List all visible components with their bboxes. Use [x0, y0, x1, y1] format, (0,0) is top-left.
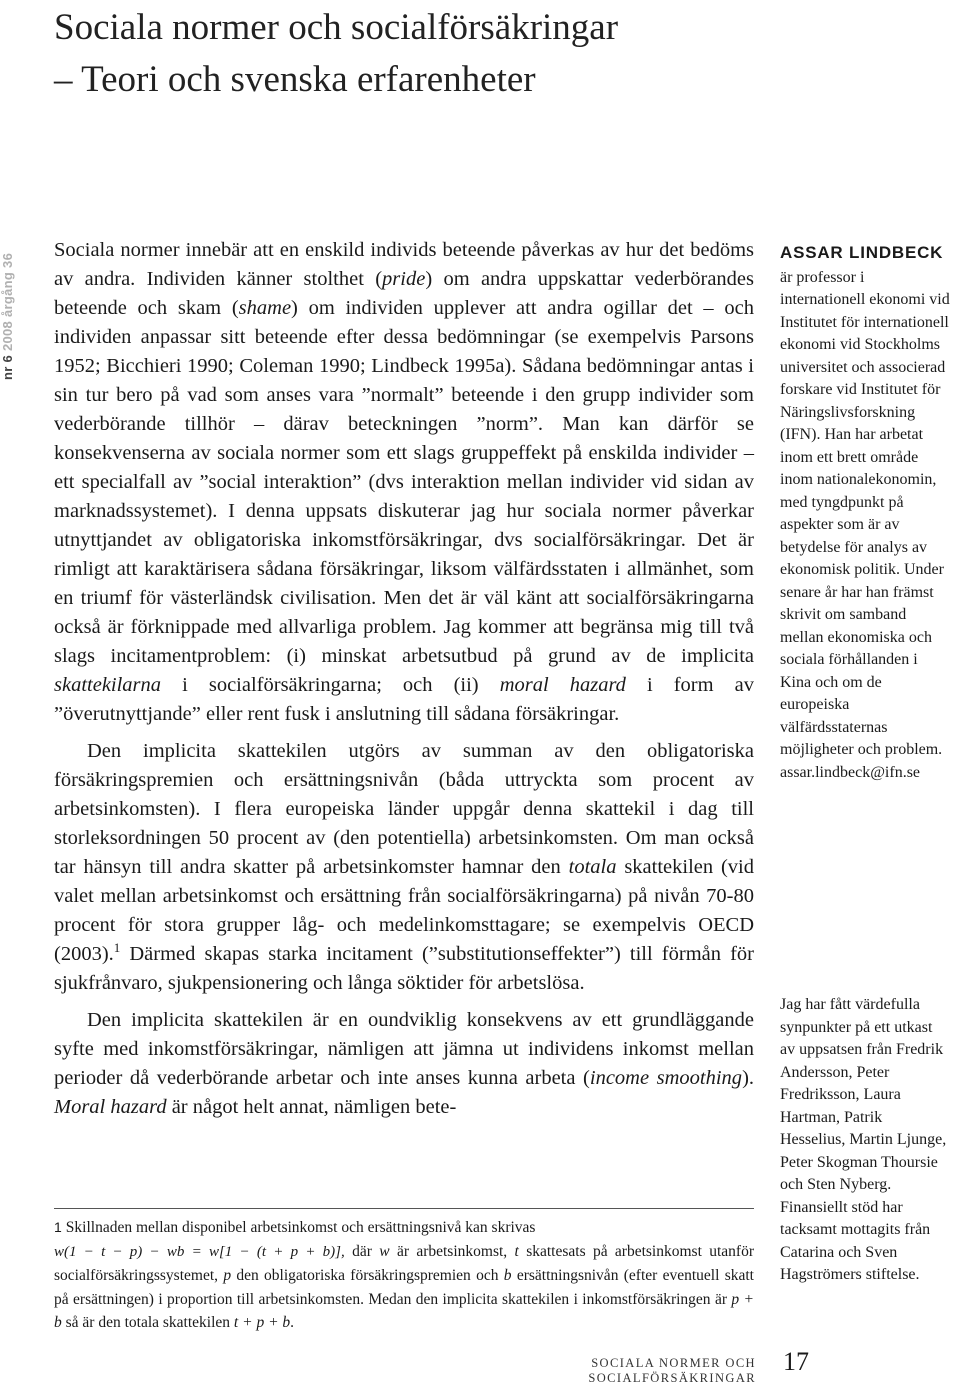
running-head: SOCIALA NORMER OCH SOCIALFÖRSÄKRINGAR	[588, 1356, 756, 1385]
text-span: är arbetsinkomst,	[389, 1242, 515, 1260]
paragraph-2	[54, 737, 754, 998]
title-line-1: Sociala normer och socialförsäkringar	[54, 7, 619, 48]
footnote-reference[interactable]: 1	[113, 940, 121, 956]
text-span: den obligatoriska försäkringspremien och	[231, 1267, 504, 1284]
text-span: skattesats på arbetsinkomst utanför socialförsäkringssystemet,	[54, 1242, 754, 1284]
text-span: Skillnaden mellan disponibel arbetsinkomst och ersättningsnivå kan skrivas	[65, 1219, 536, 1236]
body-text	[54, 236, 754, 1122]
italic-term: pride	[382, 268, 426, 290]
paragraph-1	[54, 236, 754, 729]
math-variable: p	[223, 1267, 232, 1284]
footnote-divider	[54, 1208, 754, 1209]
article-title	[54, 2, 934, 106]
title-line-2: – Teori och svenska erfarenheter	[54, 59, 536, 100]
math-variable: w	[379, 1242, 390, 1260]
footnote-formula: w(1 − t − p) − wb = w[1 − (t + p + b)],	[54, 1243, 345, 1260]
text-span: Därmed skapas starka incitament (”substitutionseffekter”) till förmån för sjukfrånvaro, sjukpensionering och långa söktider för arbetslösa.	[54, 943, 754, 994]
text-span: Den implicita skattekilen är en oundviklig konsekvens av ett grundläggande syfte med inkomstförsäkringar, nämligen att jämna ut individens inkomst mellan perioder då vederbörande arbetar och inte anses kunna arbeta (	[54, 1009, 754, 1089]
text-span: är något helt annat, nämligen bete-	[166, 1096, 457, 1118]
acknowledgement	[780, 994, 950, 1287]
text-span: ) om andra uppskattar vederbörandes beteende och skam (	[54, 268, 755, 319]
text-span: .	[290, 1314, 295, 1331]
math-expression: p + b	[54, 1290, 754, 1331]
math-expression: t + p + b	[233, 1314, 291, 1331]
text-span: ersättningsnivån (efter eventuell skatt på ersättningen) i proportion till arbetsinkomsten. Medan den implicita skattekilen i inkomstförsäkringen är	[54, 1267, 754, 1308]
text-span: där	[344, 1242, 380, 1260]
text-span: skattekilen (vid valet mellan arbetsinkomst och ersättning från socialförsäkringarna) på nivån 70-80 procent för stora grupper låg- och medelinkomsttagare; se exempelvis OECD (2003).	[54, 856, 754, 965]
italic-term: shame	[238, 297, 292, 319]
text-span: ) om individen upplever att andra ogillar det – och individen anpassar sitt beteende efter dessa bedömningar (se exempelvis Parsons 1952; Bicchieri 1990; Coleman 1990; Lindbeck 1995a). Sådana bedömningar antas i sin tur bero på vad som anses vara ”normalt” beteende i den grupp individer som vederbörande tillhör – därav beteckningen ”norm”. Man kan därför se konsekvenserna av sociala normer som ett slags gruppeffekt på enskilda individer – ett specialfall av ”social interaktion” (dvs interaktion mellan individer vid sidan av marknadssystemet). I denna uppsats diskuterar jag hur sociala normer påverkar utnyttjandet av obligatoriska inkomstförsäkringar, dvs socialförsäkringar. Det är rimligt att karaktärisera sådana försäkringar, liksom välfärdsstaten i allmänhet, som en triumf för västerländsk civilisation. Men det är väl känt att socialförsäkringarna också är förknippade med allvarliga problem. Jag kommer att begränsa mig till två slags incitamentproblem: (i) minskat arbetsutbud på grund av de implicita	[54, 297, 754, 667]
math-variable: t	[514, 1242, 519, 1260]
math-variable: b	[503, 1267, 512, 1284]
acknowledgement-text: Jag har fått värdefulla synpunkter på ett utkast av uppsatsen från Fredrik Andersson, Peter Fredriksson, Laura Hartman, Patrik Hesselius, Martin Ljunge, Peter Skogman Thoursie och Sten Nyberg. Finansiellt stöd har tacksamt mottagits från Catarina och Sven Hagströmers stiftelse.	[780, 996, 947, 1283]
text-span: i form av ”överutnyttjande” eller rent fusk i anslutning till sådana försäkringar.	[54, 674, 754, 725]
text-span: ).	[742, 1067, 755, 1089]
footnote	[54, 1216, 754, 1335]
author-name: ASSAR LINDBECK	[780, 243, 944, 262]
footnote-line-1	[54, 1216, 754, 1240]
issue-number: nr 6	[0, 354, 15, 380]
text-span: så är den totala skattekilen	[61, 1314, 234, 1331]
author-sidebar	[780, 242, 950, 784]
issue-year: 2008 årgång 36	[0, 252, 15, 352]
footnote-body	[54, 1240, 754, 1335]
footnote-number: 1	[54, 1219, 62, 1235]
issue-label	[0, 240, 16, 380]
italic-term: moral hazard	[499, 674, 626, 696]
text-span: Den implicita skattekilen utgörs av summan av den obligatoriska försäkringspremien och ersättningsnivån (båda uttryckta som procent av arbetsinkomsten). I flera europeiska länder uppgår denna skattekil i dag till storleksordningen 50 procent av (den potentiella) arbetsinkomsten. Om man också tar hänsyn till andra skatter på arbetsinkomster hamnar den	[54, 740, 754, 878]
author-bio: är professor i internationell ekonomi vid Institutet för internationell ekonomi vid Stockholms universitet och associerad forskare vid Institutet för Näringslivsforskning (IFN). Han har arbetat inom ett brett område inom nationalekonomin, med tyngdpunkt på aspekter som är av betydelse för analys av ekonomisk politik. Under senare år har han främst skrivit om samband mellan ekonomiska och sociala förhållanden i Kina och om de europeiska välfärdsstaternas möjligheter och problem.	[780, 268, 950, 758]
page-number: 17	[783, 1347, 809, 1376]
italic-term: Moral hazard	[54, 1096, 167, 1118]
text-span: i socialförsäkringarna; och (ii)	[161, 674, 500, 696]
author-email[interactable]: assar.lindbeck@ifn.se	[780, 763, 921, 781]
paragraph-3	[54, 1006, 754, 1122]
italic-term: totala	[568, 856, 617, 878]
italic-term: income smoothing	[589, 1067, 743, 1089]
italic-term: skattekilarna	[54, 674, 162, 696]
text-span: Sociala normer innebär att en enskild individs beteende påverkas av hur det bedöms av andra. Individen känner stolthet (	[54, 239, 754, 290]
